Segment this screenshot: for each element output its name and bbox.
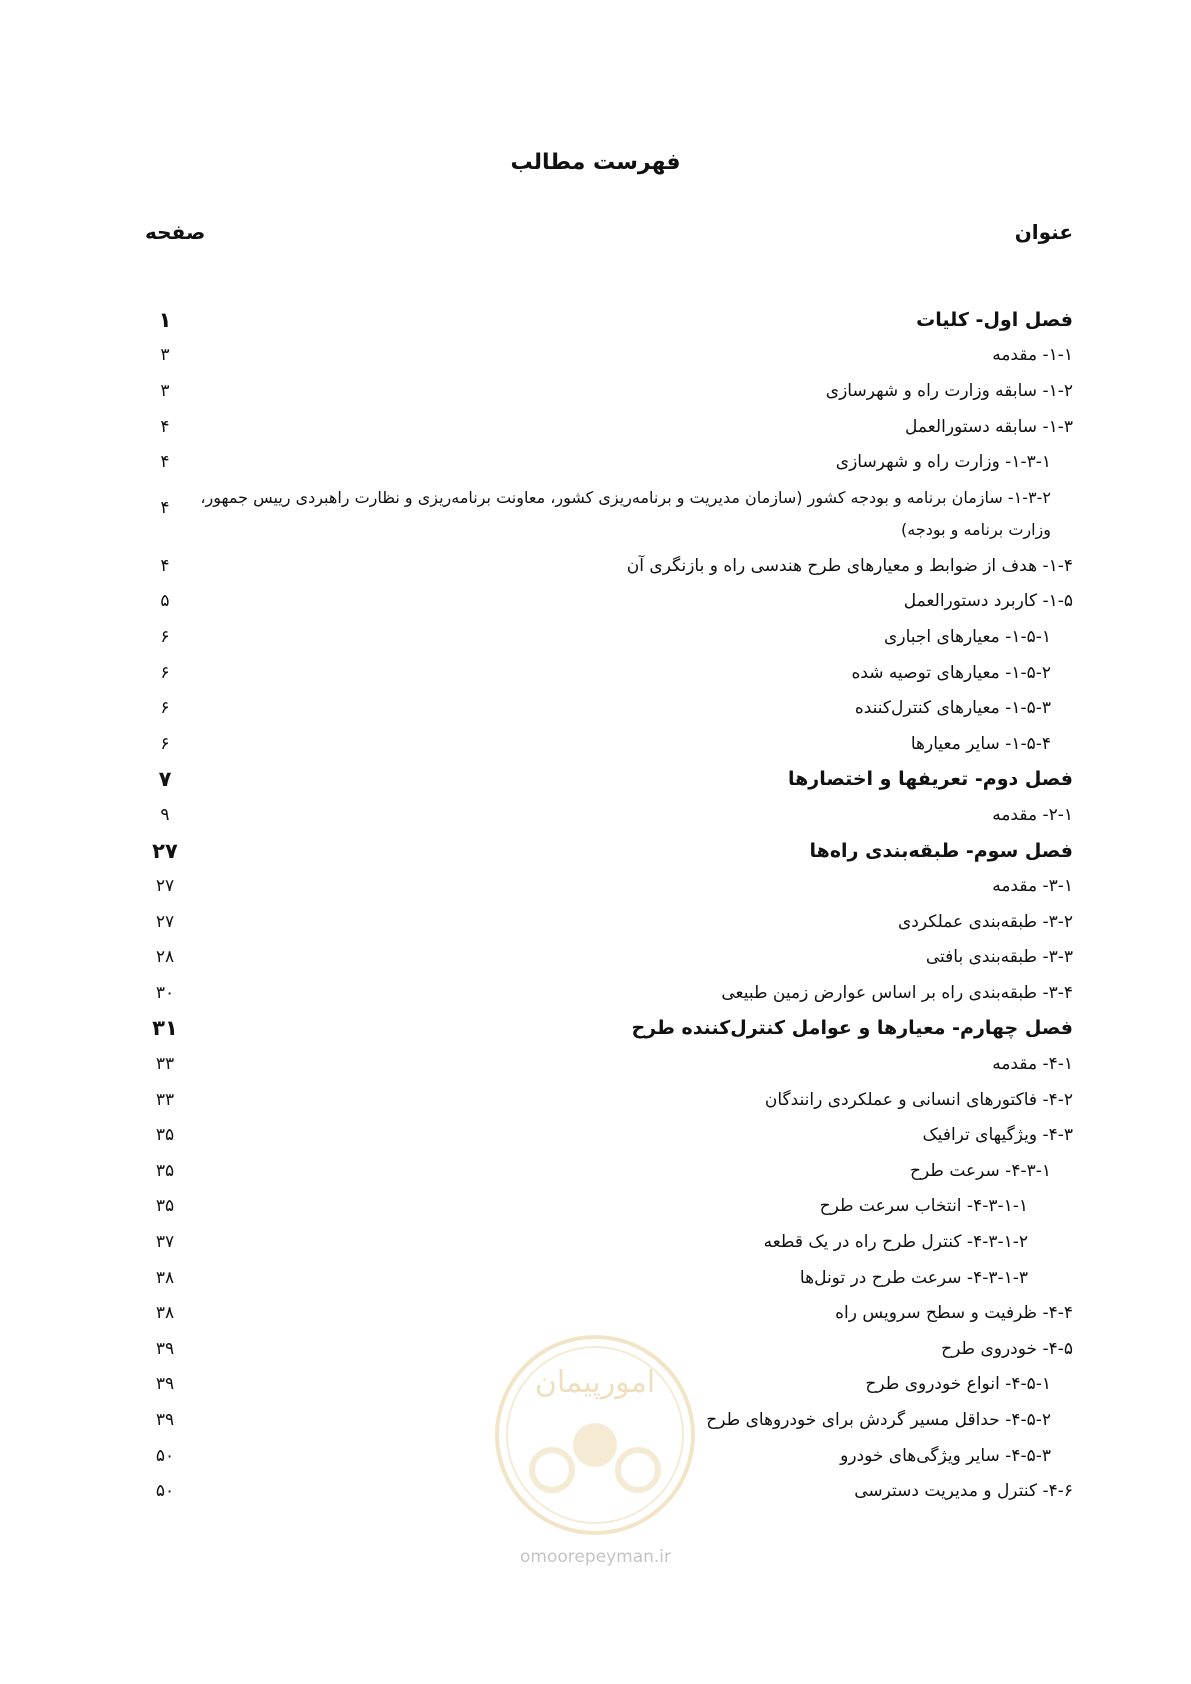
toc-page-number: ۳۹	[155, 1338, 175, 1359]
toc-entry-title: ۳-۴- طبقه‌بندی راه بر اساس عوارض زمین طبیعی	[721, 982, 1073, 1003]
toc-entry-row[interactable]	[140, 1046, 1073, 1082]
toc-page-number: ۳۵	[155, 1125, 175, 1146]
toc-page-number: ۳۸	[155, 1267, 175, 1288]
watermark-logo-text: امورپیمان	[534, 1365, 656, 1400]
toc-entry-row[interactable]	[140, 373, 1073, 409]
toc-entry-row[interactable]	[140, 1082, 1073, 1118]
toc-entry-title: ۴-۳-۱- سرعت طرح	[910, 1160, 1051, 1181]
toc-entry-title: ۴-۳-۱-۳- سرعت طرح در تونل‌ها	[799, 1267, 1028, 1288]
toc-entry-title: فصل سوم- طبقه‌بندی راه‌ها	[809, 839, 1073, 862]
toc-entry-row[interactable]	[140, 868, 1073, 904]
toc-page-number: ۳۵	[155, 1160, 175, 1181]
toc-list	[140, 302, 1073, 1509]
toc-entry-title: ۱-۴- هدف از ضوابط و معیارهای طرح هندسی راه و بازنگری آن	[626, 555, 1073, 576]
toc-page-number: ۳۱	[152, 1016, 178, 1041]
toc-page-number: ۴	[160, 416, 170, 437]
toc-entry-title: ۴-۵-۳- سایر ویژگی‌های خودرو	[840, 1445, 1051, 1466]
toc-page-number: ۶	[160, 698, 170, 719]
toc-chapter-row[interactable]	[140, 762, 1073, 798]
toc-entry-title: ۱-۳-۲- سازمان برنامه و بودجه کشور (سازمان مدیریت و برنامه‌ریزی کشور، معاونت برنامه‌ریزی و نظارت راهبردی رییس جمهور، وزارت برنامه و بودجه)	[200, 487, 1051, 539]
toc-entry-title: ۱-۵-۴- سایر معیارها	[910, 733, 1051, 754]
toc-page-number: ۴	[160, 497, 170, 518]
toc-page-number: ۳	[160, 380, 170, 401]
toc-page-number: ۵۰	[155, 1481, 175, 1502]
toc-page-number: ۳۷	[155, 1232, 175, 1253]
page-title: فهرست مطالب	[510, 150, 681, 175]
toc-entry-title: ۲-۱- مقدمه	[992, 804, 1073, 825]
toc-entry-title: ۱-۳- سابقه دستورالعمل	[905, 416, 1073, 437]
toc-page-number: ۲۷	[155, 876, 175, 897]
toc-chapter-row[interactable]	[140, 302, 1073, 338]
toc-entry-title: ۴-۵-۲- حداقل مسیر گردش برای خودروهای طرح	[706, 1410, 1051, 1431]
toc-entry-title: ۴-۵-۱- انواع خودروی طرح	[865, 1374, 1051, 1395]
column-header-title: عنوان	[1014, 220, 1073, 244]
toc-entry-title: ۴-۳- ویژگیهای ترافیک	[922, 1125, 1073, 1146]
toc-entry-title: ۱-۵-۳- معیارهای کنترل‌کننده	[854, 698, 1051, 719]
toc-entry-row[interactable]	[140, 975, 1073, 1011]
toc-entry-title: ۱-۱- مقدمه	[992, 345, 1073, 366]
toc-entry-row[interactable]	[140, 1224, 1073, 1260]
toc-entry-row[interactable]	[140, 655, 1073, 691]
watermark-emblem-icon	[573, 1423, 617, 1467]
toc-page-number: ۶	[160, 733, 170, 754]
toc-entry-title: ۱-۲- سابقه وزارت راه و شهرسازی	[825, 380, 1073, 401]
toc-entry-title: ۴-۳-۱-۲- کنترل طرح راه در یک قطعه	[763, 1232, 1028, 1253]
toc-page-number: ۴	[160, 555, 170, 576]
toc-entry-row[interactable]	[140, 584, 1073, 620]
toc-page-number: ۹	[160, 804, 170, 825]
toc-entry-title: ۱-۵- کاربرد دستورالعمل	[903, 591, 1073, 612]
toc-page-number: ۳۹	[155, 1410, 175, 1431]
toc-entry-row[interactable]	[140, 1260, 1073, 1296]
toc-page-number: ۴	[160, 452, 170, 473]
toc-page-number: ۶	[160, 626, 170, 647]
toc-entry-title: ۱-۳-۱- وزارت راه و شهرسازی	[835, 452, 1051, 473]
toc-entry-title: ۳-۲- طبقه‌بندی عملکردی	[897, 911, 1073, 932]
watermark-url: omoorepeyman.ir	[519, 1547, 672, 1567]
toc-entry-row[interactable]	[140, 904, 1073, 940]
toc-entry-title: ۴-۵- خودروی طرح	[941, 1338, 1073, 1359]
toc-entry-row[interactable]	[140, 1189, 1073, 1225]
toc-page-number: ۳۳	[155, 1089, 175, 1110]
toc-page-number: ۵۰	[155, 1445, 175, 1466]
toc-entry-row[interactable]	[140, 619, 1073, 655]
toc-entry-row[interactable]	[140, 1117, 1073, 1153]
toc-page-number: ۳۳	[155, 1054, 175, 1075]
toc-page-number: ۳	[160, 345, 170, 366]
toc-page-number: ۳۸	[155, 1303, 175, 1324]
toc-entry-row[interactable]	[140, 1295, 1073, 1331]
toc-entry-row[interactable]	[140, 480, 1073, 548]
toc-entry-title: ۱-۵-۲- معیارهای توصیه شده	[851, 662, 1051, 683]
toc-entry-row[interactable]	[140, 797, 1073, 833]
toc-entry-row[interactable]	[140, 940, 1073, 976]
toc-entry-title: ۳-۳- طبقه‌بندی بافتی	[925, 947, 1073, 968]
toc-page-number: ۶	[160, 662, 170, 683]
toc-chapter-row[interactable]	[140, 1011, 1073, 1047]
toc-entry-row[interactable]	[140, 690, 1073, 726]
column-header-page: صفحه	[145, 220, 206, 244]
toc-chapter-row[interactable]	[140, 833, 1073, 869]
toc-entry-title: ۴-۶- کنترل و مدیریت دسترسی	[854, 1481, 1073, 1502]
toc-entry-title: ۴-۳-۱-۱- انتخاب سرعت طرح	[819, 1196, 1028, 1217]
toc-entry-row[interactable]	[140, 726, 1073, 762]
toc-entry-title: فصل دوم- تعریفها و اختصارها	[788, 768, 1073, 791]
toc-entry-row[interactable]	[140, 409, 1073, 445]
toc-page-number: ۲۷	[152, 838, 178, 863]
toc-entry-title: ۴-۲- فاکتورهای انسانی و عملکردی رانندگان	[764, 1089, 1073, 1110]
toc-page-number: ۲۷	[155, 911, 175, 932]
toc-entry-title: فصل اول- کلیات	[916, 308, 1073, 331]
toc-entry-row[interactable]	[140, 444, 1073, 480]
toc-entry-row[interactable]	[140, 338, 1073, 374]
toc-page-number: ۳۵	[155, 1196, 175, 1217]
toc-entry-row[interactable]	[140, 548, 1073, 584]
toc-page-number: ۳۰	[155, 982, 175, 1003]
toc-page-number: ۳۹	[155, 1374, 175, 1395]
toc-entry-title: فصل چهارم- معیارها و عوامل کنترل‌کننده طرح	[631, 1017, 1073, 1040]
toc-entry-title: ۱-۵-۱- معیارهای اجباری	[884, 626, 1051, 647]
toc-page-number: ۱	[158, 307, 172, 332]
toc-entry-row[interactable]	[140, 1153, 1073, 1189]
toc-entry-title: ۳-۱- مقدمه	[992, 876, 1073, 897]
toc-page-number: ۵	[160, 591, 170, 612]
toc-entry-title: ۴-۱- مقدمه	[992, 1054, 1073, 1075]
toc-entry-title: ۴-۴- ظرفیت و سطح سرویس راه	[835, 1303, 1073, 1324]
toc-page-number: ۷	[158, 767, 172, 792]
watermark-logo	[490, 1330, 700, 1540]
toc-page-number: ۲۸	[155, 947, 175, 968]
